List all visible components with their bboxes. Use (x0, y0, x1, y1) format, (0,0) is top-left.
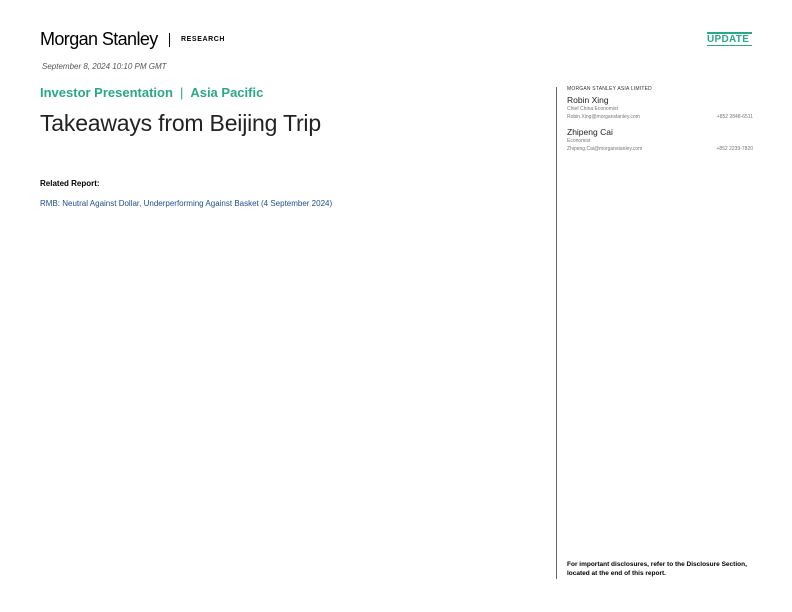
related-report-link[interactable]: RMB: Neutral Against Dollar, Underperforming Against Basket (4 September 2024) (40, 199, 333, 208)
analyst-card (567, 95, 753, 120)
analyst-role: Chief China Economist (567, 106, 618, 112)
division-label: RESEARCH (181, 36, 226, 43)
analyst-phone: +852 2239-7820 (716, 146, 753, 152)
analyst-contact (567, 146, 753, 152)
report-type: Investor Presentation (40, 85, 173, 100)
analyst-contact (567, 114, 753, 120)
analyst-name: Robin Xing (567, 95, 609, 105)
logo-divider (169, 33, 170, 47)
analyst-role: Economist (567, 138, 591, 144)
report-category (40, 85, 263, 100)
analyst-name: Zhipeng Cai (567, 127, 613, 137)
disclosure-note: For important disclosures, refer to the Disclosure Section, located at the end of this report. (567, 561, 747, 577)
analyst-email[interactable]: Robin.Xing@morganstanley.com (567, 114, 640, 120)
update-badge: UPDATE (707, 34, 750, 45)
publish-date: September 8, 2024 10:10 PM GMT (42, 62, 167, 71)
entity-name: MORGAN STANLEY ASIA LIMITED (567, 86, 652, 92)
badge-rule-bottom (707, 45, 752, 46)
report-region: Asia Pacific (190, 85, 264, 100)
category-separator: | (179, 85, 184, 100)
analyst-card (567, 127, 753, 152)
brand-logo: Morgan Stanley (40, 29, 158, 49)
report-title: Takeaways from Beijing Trip (40, 110, 321, 136)
sidebar-divider (556, 87, 557, 579)
analyst-phone: +852 2848-6511 (716, 114, 753, 120)
analyst-email[interactable]: Zhipeng.Cai@morganstanley.com (567, 146, 643, 152)
related-report-label: Related Report: (40, 179, 100, 188)
